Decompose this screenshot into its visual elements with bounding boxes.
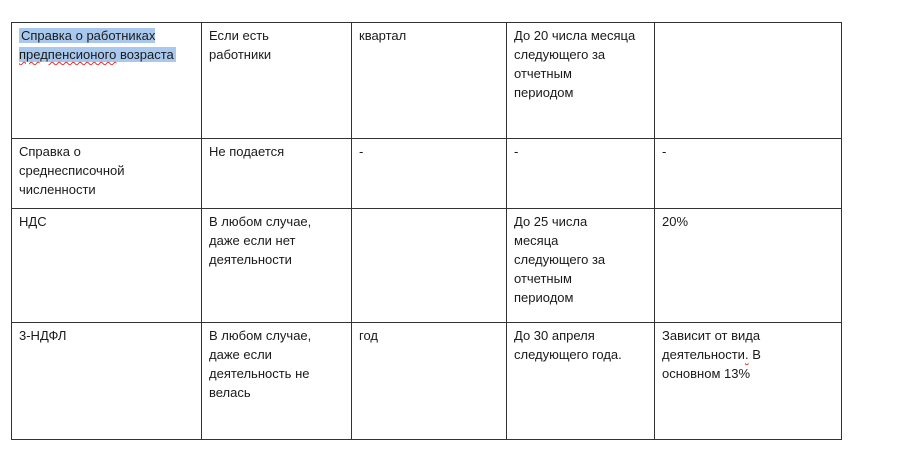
table-cell-report-name[interactable]: 3-НДФЛ <box>12 323 202 440</box>
table-cell-deadline[interactable]: До 25 числа месяца следующего за отчетным периодом <box>507 209 655 323</box>
table-cell-period[interactable] <box>352 209 507 323</box>
misspelled-mark: . <box>744 347 749 362</box>
table-cell-deadline[interactable]: До 20 числа месяца следующего за отчетным периодом <box>507 23 655 139</box>
table-cell-rate[interactable] <box>655 23 842 139</box>
table-cell-rate[interactable]: Зависит от вида деятельности. В основном 13% <box>655 323 842 440</box>
table-row <box>12 139 842 209</box>
table-cell-report-name[interactable]: Справка о среднесписочной численности <box>12 139 202 209</box>
selected-text[interactable]: Справка о работниках предпенсионого возраста <box>19 28 174 62</box>
reporting-table <box>11 22 842 440</box>
table-cell-condition[interactable]: В любом случае, даже если нет деятельности <box>202 209 352 323</box>
table-cell-rate[interactable]: - <box>655 139 842 209</box>
table-cell-period[interactable]: квартал <box>352 23 507 139</box>
table-cell-condition[interactable]: Если есть работники <box>202 23 352 139</box>
table-cell-report-name[interactable] <box>12 23 202 139</box>
table-cell-period[interactable]: год <box>352 323 507 440</box>
table-cell-condition[interactable]: В любом случае, даже если деятельность не велась <box>202 323 352 440</box>
table-row <box>12 23 842 139</box>
misspelled-word: предпенсионого <box>19 47 117 62</box>
table-cell-rate[interactable]: 20% <box>655 209 842 323</box>
table-cell-report-name[interactable]: НДС <box>12 209 202 323</box>
table-row <box>12 323 842 440</box>
table-cell-period[interactable]: - <box>352 139 507 209</box>
table-cell-deadline[interactable]: - <box>507 139 655 209</box>
table-cell-condition[interactable]: Не подается <box>202 139 352 209</box>
table-cell-deadline[interactable]: До 30 апреля следующего года. <box>507 323 655 440</box>
table-row <box>12 209 842 323</box>
